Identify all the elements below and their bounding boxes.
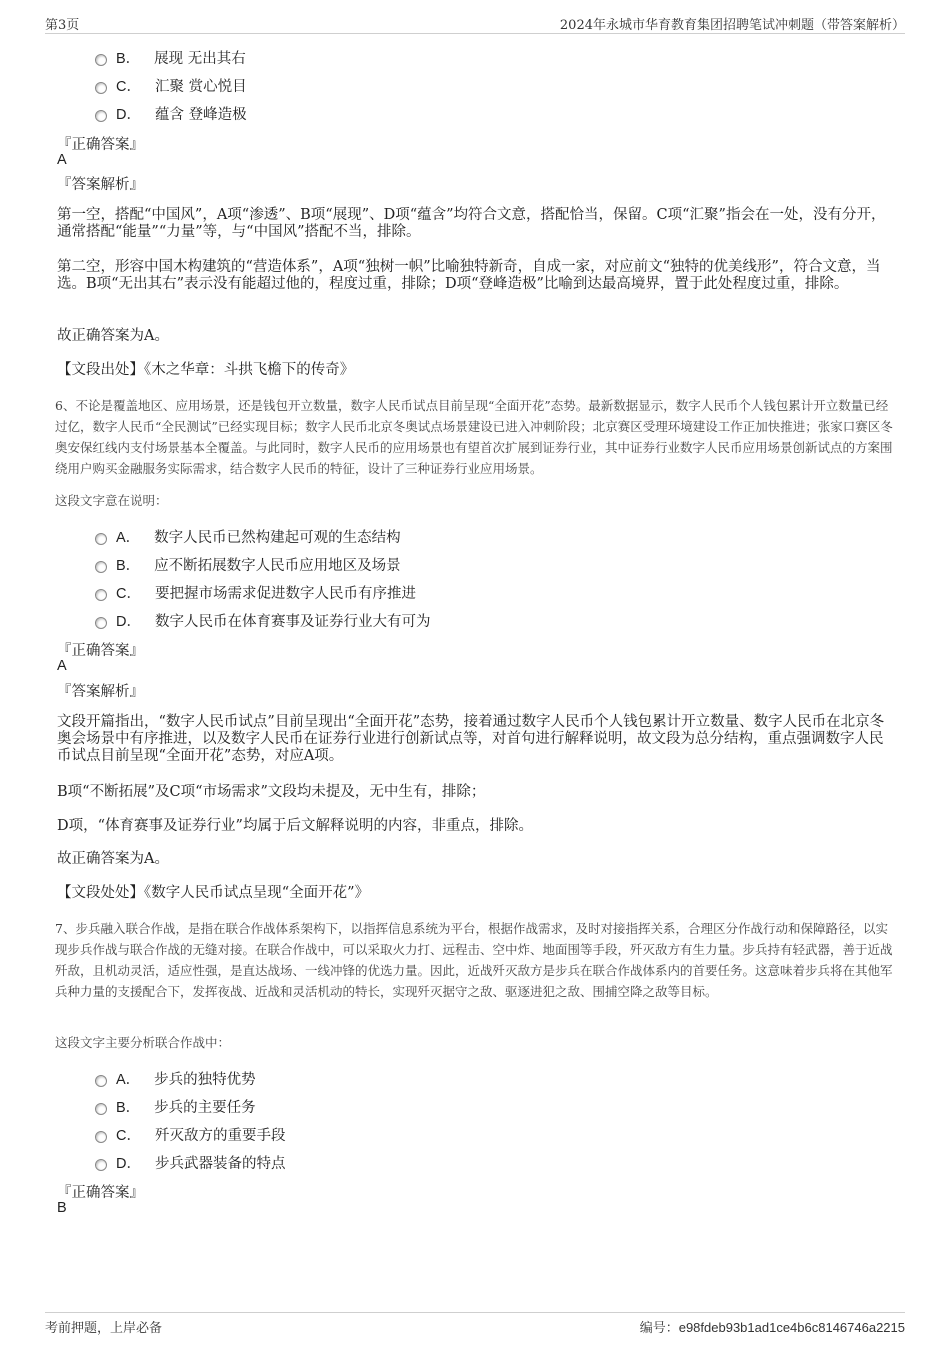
q5-option-d[interactable]: D． 蕴含 登峰造极	[95, 99, 247, 127]
radio-icon[interactable]	[95, 54, 107, 66]
q5-analysis-p1: 第一空，搭配“中国风”，A项“渗透”、B项“展现”、D项“蕴含”均符合文意，搭配恰当，保留。C项“汇聚”指会在一处，没有分开，通常搭配“能量”“力量”等，与“中国风”搭配不当，排除。	[57, 207, 886, 240]
q6-analysis-p2: B项“不断拓展”及C项“市场需求”文段均未提及，无中生有，排除；	[57, 784, 486, 800]
document-code: 编号：e98fdeb93b1ad1ce4b6c8146746a2215	[639, 1320, 905, 1336]
q6-option-b[interactable]: B． 应不断拓展数字人民币应用地区及场景	[95, 550, 430, 578]
q6-source: 【文段处处】《数字人民币试点呈现“全面开花”》	[57, 885, 370, 901]
radio-icon[interactable]	[95, 617, 107, 629]
page-header	[45, 12, 905, 34]
q6-option-a[interactable]: A． 数字人民币已然构建起可观的生态结构	[95, 522, 430, 550]
q5-options	[95, 43, 247, 127]
q7-option-a[interactable]: A． 步兵的独特优势	[95, 1064, 285, 1092]
q5-option-c[interactable]: C． 汇聚 赏心悦目	[95, 71, 247, 99]
q5-answer: A	[57, 152, 67, 168]
radio-icon[interactable]	[95, 82, 107, 94]
radio-icon[interactable]	[95, 1075, 107, 1087]
q6-answer-label: 『正确答案』	[57, 643, 144, 659]
document-title: 2024年永城市华育教育集团招聘笔试冲刺题（带答案解析）	[559, 18, 905, 33]
q7-option-d[interactable]: D． 步兵武器装备的特点	[95, 1148, 285, 1176]
footer-slogan: 考前押题，上岸必备	[45, 1321, 163, 1336]
q7-stem: 7、步兵融入联合作战，是指在联合作战体系架构下，以指挥信息系统为平台，根据作战需求，及时对接指挥关系，合理区分作战行动和保障路径，以实现步兵作战与联合作战的无缝对接。在联合作战中，可以采取火力打、远程击、空中炸、地面围等手段，歼灭敌方有生力量。步兵持有轻武器，善于近战歼敌，且机动灵活，适应性强，是直达战场、一线冲锋的优选力量。因此，近战歼灭敌方是步兵在联合作战体系内的首要任务。这意味着步兵将在其他军兵种力量的支援配合下，发挥夜战、近战和灵活机动的特长，实现歼灭据守之敌、驱逐进犯之敌、围捕空降之敌等目标。	[55, 921, 893, 999]
q6-answer: A	[57, 658, 67, 674]
q5-option-b[interactable]: B． 展现 无出其右	[95, 43, 247, 71]
q5-analysis-label: 『答案解析』	[57, 177, 144, 193]
q5-analysis-p2: 第二空，形容中国木构建筑的“营造体系”，A项“独树一帜”比喻独特新奇，自成一家，对应前文“独特的优美线形”，符合文意，当选。B项“无出其右”表示没有能超过他的，程度过重，排除；D项“登峰造极”比喻到达最高境界，置于此处程度过重，排除。	[57, 259, 881, 292]
q5-conclusion: 故正确答案为A。	[57, 328, 169, 344]
q5-source: 【文段出处】《木之华章：斗拱飞檐下的传奇》	[57, 362, 355, 378]
q6-options	[95, 522, 430, 634]
q7-option-c[interactable]: C． 歼灭敌方的重要手段	[95, 1120, 285, 1148]
q6-conclusion: 故正确答案为A。	[57, 851, 169, 867]
radio-icon[interactable]	[95, 1159, 107, 1171]
q6-option-c[interactable]: C． 要把握市场需求促进数字人民币有序推进	[95, 578, 430, 606]
radio-icon[interactable]	[95, 561, 107, 573]
radio-icon[interactable]	[95, 533, 107, 545]
q6-option-d[interactable]: D． 数字人民币在体育赛事及证券行业大有可为	[95, 606, 430, 634]
radio-icon[interactable]	[95, 1103, 107, 1115]
q6-stem: 6、不论是覆盖地区、应用场景，还是钱包开立数量，数字人民币试点目前呈现“全面开花”态势。最新数据显示，数字人民币个人钱包累计开立数量已经过亿，数字人民币“全民测试”已经实现目标；数字人民币北京冬奥试点场景建设已进入冲刺阶段；北京赛区受理环境建设工作正加快推进；张家口赛区冬奥安保红线内支付场景基本全覆盖。与此同时，数字人民币的应用场景也有望首次扩展到证券行业，其中证券行业数字人民币应用场景创新试点的方案围绕用户购买金融服务实际需求，结合数字人民币的特征，设计了三种证券行业应用场景。	[55, 398, 893, 476]
page-footer	[45, 1312, 905, 1335]
page-number: 第3页	[45, 18, 80, 33]
q6-analysis-p1: 文段开篇指出，“数字人民币试点”目前呈现出“全面开花”态势，接着通过数字人民币个人钱包累计开立数量、数字人民币在北京冬奥会场景中有序推进，以及数字人民币在证券行业进行创新试点等，对首句进行解释说明，故文段为总分结构，重点强调数字人民币试点目前呈现“全面开花”态势，对应A项。	[57, 714, 885, 764]
radio-icon[interactable]	[95, 589, 107, 601]
q7-question: 这段文字主要分析联合作战中：	[55, 1035, 231, 1050]
q7-options	[95, 1064, 285, 1176]
q6-analysis-p3: D项，“体育赛事及证券行业”均属于后文解释说明的内容，非重点，排除。	[57, 818, 533, 834]
radio-icon[interactable]	[95, 1131, 107, 1143]
q6-analysis-label: 『答案解析』	[57, 684, 144, 700]
q7-answer-label: 『正确答案』	[57, 1185, 144, 1201]
q6-question: 这段文字意在说明：	[55, 493, 168, 508]
q7-answer: B	[57, 1200, 67, 1216]
q7-option-b[interactable]: B． 步兵的主要任务	[95, 1092, 285, 1120]
q5-answer-label: 『正确答案』	[57, 137, 144, 153]
radio-icon[interactable]	[95, 110, 107, 122]
